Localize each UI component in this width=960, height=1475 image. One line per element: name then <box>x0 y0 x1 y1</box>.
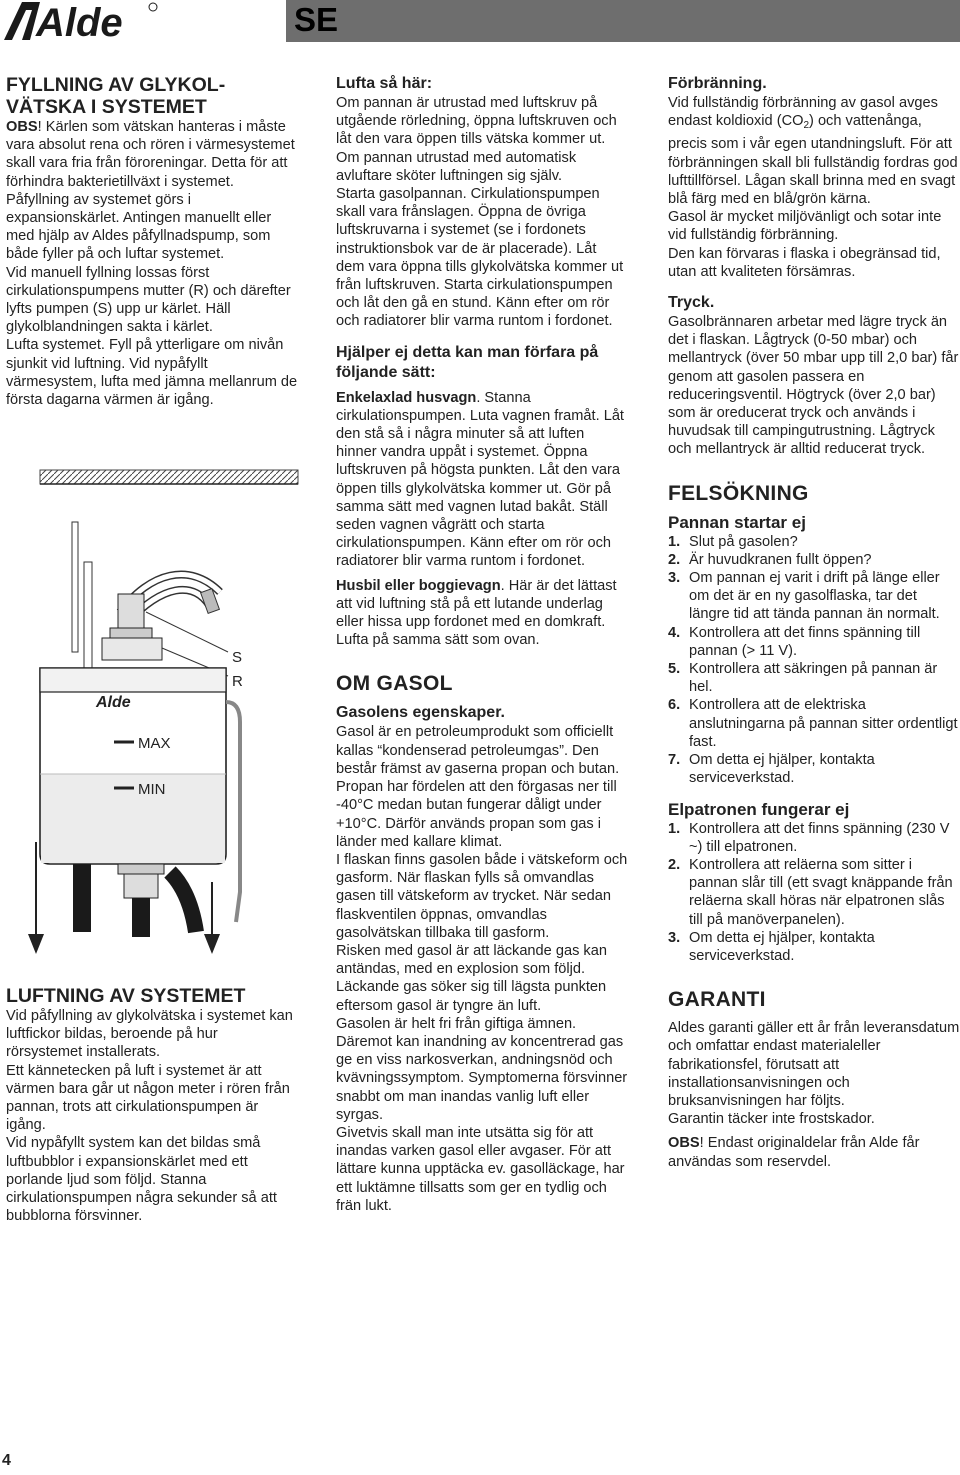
logo-text: Alde <box>36 1 123 42</box>
label-max: MAX <box>138 735 171 752</box>
list-item-number: 2. <box>668 551 681 568</box>
obs-paragraph <box>6 118 298 191</box>
list-item-number: 3. <box>668 929 681 946</box>
list-item-text: Kontrollera att de elektriska anslutningarna på pannan sitter ordentligt fast. <box>689 697 958 750</box>
subheading-pannan: Pannan startar ej <box>668 512 806 532</box>
column-3 <box>668 74 960 1171</box>
list-item-number: 2. <box>668 856 681 873</box>
section-title-garanti: GARANTI <box>668 988 766 1012</box>
paragraph: Aldes garanti gäller ett år från leveransdatum och omfattar endast materialeller fabrikationsfel, förutsatt att installationsanvisningen och bruksanvisningen har följts. <box>668 1020 960 1109</box>
list-item <box>668 820 960 856</box>
list-item <box>668 551 960 569</box>
paragraph: Vid påfyllning av glykolvätska i systemet kan luftfickor bildas, beroende på hur rörsystemet installerats. <box>6 1008 293 1061</box>
paragraph: Den kan förvaras i flaska i obegränsad tid, utan att kvaliteten försämras. <box>668 245 941 280</box>
paragraph: Gasol är mycket miljövänligt och sotar inte vid fullständig förbränning. <box>668 209 942 244</box>
subheading-forbranning: Förbränning. <box>668 75 767 92</box>
list-item-text: Kontrollera att reläerna som sitter i pannan slår till (ett svagt knäppande från reläerna skall höras när elpatronen slås till på manöverpanelen). <box>689 856 953 928</box>
list-item <box>668 856 960 929</box>
section-title-luftning: LUFTNING AV SYSTEMET <box>6 985 246 1007</box>
subheading-lufta: Lufta så här: <box>336 75 433 92</box>
list-item <box>668 533 960 551</box>
language-tab <box>286 0 960 42</box>
husbil-text: . Här är det lättast att vid luftning stå på ett lutande underlag eller hissa upp fordonet med en domkraft. Lufta på samma sätt som ovan. <box>336 577 617 649</box>
list-item-number: 3. <box>668 570 681 587</box>
obs-label: OBS <box>668 1135 700 1152</box>
paragraph: Vid nypåfyllt system kan det bildas små luftbubblor i expansionskärlet med ett porlande ljud som följd. Stanna cirkulationspumpen några sekunder så att bubblorna försvinner. <box>6 1135 277 1225</box>
paragraph: Om pannan är utrustad med luftskruv på utgående rörledning, öppna luftskruven och låt den vara öppen tills vätska kommer ut. <box>336 95 617 148</box>
list-item <box>668 660 960 696</box>
subscript: 2 <box>803 120 810 132</box>
obs-text: ! Endast originaldelar från Alde får användas som reservdel. <box>668 1135 920 1170</box>
paragraph: Starta gasolpannan. Cirkulationspumpen skall vara frånslagen. Öppna de övriga luftskruvarna i systemet (se i fordonets instruktionsbok var de är placerade). Låt dem vara öppna tills glykolvätska kommer ut från luftskruven. Starta cirkulationspumpen och låt den gå en stund. Känn efter om rör och radiatorer blir varma runtom i fordonet. <box>336 186 624 330</box>
list-item-number: 6. <box>668 697 681 714</box>
expansion-tank-diagram <box>0 462 300 962</box>
label-min: MIN <box>138 781 166 798</box>
obs-paragraph <box>668 1134 960 1170</box>
subheading-egenskaper: Gasolens egenskaper. <box>336 704 505 722</box>
column-2 <box>336 74 628 1215</box>
column-1-lower <box>6 985 298 1225</box>
list-item-text: Om pannan ej varit i drift på länge eller om det är en ny gasolflaska, tar det längre tid att tända pannan än normalt. <box>689 570 940 623</box>
list-item-text: Kontrollera att säkringen på pannan är hel. <box>689 661 938 696</box>
paragraph-enkelaxlad <box>336 389 628 571</box>
paragraph: Garantin täcker inte frostskador. <box>668 1111 875 1128</box>
page-number: 4 <box>2 1452 11 1469</box>
paragraph: Om pannan utrustad med automatisk avluftare sköter luftningen sig själv. <box>336 149 577 184</box>
text-fragment: Vid fullständig förbränning av gasol avges endast koldioxid (CO <box>668 95 938 130</box>
subheading-hjalper: Hjälper ej detta kan man förfara på följande sätt: <box>336 343 599 381</box>
enkelaxlad-label: Enkelaxlad husvagn <box>336 389 477 406</box>
list-item-text: Om detta ej hjälper, kontakta serviceverkstad. <box>689 929 875 964</box>
subheading-tryck: Tryck. <box>668 294 715 312</box>
paragraph: Risken med gasol är att läckande gas kan antändas, med en explosion som följd. Läckande gas söker sig till lägsta punkten eftersom gasol är tyngre än luft. <box>336 942 607 1014</box>
husbil-label: Husbil eller boggievagn <box>336 577 501 594</box>
tank-brand: Alde <box>96 694 131 711</box>
list-item <box>668 624 960 660</box>
paragraph: Gasol är en petroleumprodukt som officiellt kallas “kondenserad petroleumgas”. Den består främst av gaserna propan och butan. Propan har fördelen att den förgasas ner till -40°C medan butan fungerar dåligt under +10°C. Därför används propan som gas i länder med kallare klimat. <box>336 724 620 850</box>
language-code: SE <box>294 1 339 38</box>
paragraph: Påfyllning av systemet görs i expansionskärlet. Antingen manuellt eller med hjälp av Aldes påfyllnadspump, som både fyller på och luftar systemet. <box>6 191 272 263</box>
paragraph-husbil <box>336 577 628 650</box>
text-fragment: ) och vattenånga, precis som i vår egen utandningsluft. För att förbränningen skall bli fullständig fordras god lufttillförsel. Lågan skall brinna med en svagt blå färg med en blå/grön kärna. <box>668 113 958 208</box>
paragraph: Gasolbrännaren arbetar med lägre tryck än det i flaskan. Lågtryck (0-50 mbar) och mellantryck (över 50 mbar upp till 2,0 bar) får genom att gasolen passera en reduceringsventil. Högtryck (över 2,0 bar) som är oreducerat tryck och används i huvudsak till campingutrustning. Lågtryck och mellantryck är alltid reducerat tryck. <box>668 314 959 458</box>
obs-text: ! Kärlen som vätskan hanteras i måste vara absolut rena och rören i värmesystemet skall vara fria från föroreningar. Detta för att förhindra bakterietillväxt i systemet. <box>6 119 295 190</box>
alde-logo <box>0 0 168 42</box>
list-item-text: Slut på gasolen? <box>689 533 798 550</box>
list-item <box>668 696 960 751</box>
paragraph: Gasolen är helt fri från giftiga ämnen. Däremot kan inandning av koncentrerad gas ge en viss narkosverkan, andningsnöd och kvävningssymptom. Symptomerna försvinner snabbt om man inandas vanlig luft eller syrgas. <box>336 1015 628 1123</box>
list-item <box>668 929 960 965</box>
list-item-text: Är huvudkranen fullt öppen? <box>689 551 872 568</box>
obs-label: OBS <box>6 119 38 135</box>
list-item-number: 4. <box>668 624 681 641</box>
list-item <box>668 751 960 787</box>
paragraph: Givetvis skall man inte utsätta sig för att inandas varken gasol eller avgaser. För att lättare kunna upptäcka ev. gasolläckage, har ett luktämne tillsatts som ger en tydlig och frän lukt. <box>336 1124 625 1214</box>
subheading-elpatronen: Elpatronen fungerar ej <box>668 799 850 819</box>
label-s: S <box>232 649 243 666</box>
list-item-text: Om detta ej hjälper, kontakta serviceverkstad. <box>689 752 875 787</box>
paragraph: Ett kännetecken på luft i systemet är att värmen bara går ut någon meter i rören från pannan, trots att cirkulationspumpen är igång. <box>6 1062 290 1134</box>
list-item <box>668 569 960 624</box>
list-item-text: Kontrollera att det finns spänning till pannan (> 11 V). <box>689 624 921 659</box>
section-title-fyllning: FYLLNING AV GLYKOL-VÄTSKA I SYSTEMET <box>6 74 226 118</box>
pannan-list <box>668 533 960 788</box>
section-title-om-gasol: OM GASOL <box>336 672 453 696</box>
list-item-number: 5. <box>668 661 681 678</box>
list-item-number: 1. <box>668 533 681 550</box>
enkelaxlad-text: . Stanna cirkulationspumpen. Luta vagnen framåt. Låt den stå så i några minuter så att luften hinner vandra uppåt i systemet. Öppna luftskruven på högsta punkten. Låt den vara öppen tills glykolvätska kommer ut. Gör på samma sätt med vagnen lutad bakåt. Ställ seden vagnen vågrätt och starta cirkulationspumpen. Känn efter om rör och radiatorer blir varma runtom i fordonet. <box>336 389 624 570</box>
label-r: R <box>232 673 243 690</box>
list-item-number: 1. <box>668 820 681 837</box>
column-1 <box>6 74 298 409</box>
section-title-felsokning: FELSÖKNING <box>668 481 809 505</box>
list-item-number: 7. <box>668 752 681 769</box>
paragraph-forbranning <box>668 94 960 208</box>
list-item-text: Kontrollera att det finns spänning (230 V ~) till elpatronen. <box>689 820 950 855</box>
elpatron-list <box>668 820 960 966</box>
paragraph: I flaskan finns gasolen både i vätskeform och gasform. När flaskan fylls så omvandlas gasen till vätskeform av trycket. När sedan flaskventilen öppnas, omvandlas gasolvätskan tillbaka till gasform. <box>336 851 628 941</box>
paragraph: Vid manuell fyllning lossas först cirkulationspumpens mutter (R) och därefter lyfts pumpen (S) upp ur kärlet. Häll glykolblandningen sakta i kärlet. <box>6 264 291 336</box>
paragraph: Lufta systemet. Fyll på ytterligare om nivån sjunkit vid luftning. Vid nypåfyllt värmesystem, lufta med jämna mellanrum de första dagarna värmen är igång. <box>6 337 298 409</box>
